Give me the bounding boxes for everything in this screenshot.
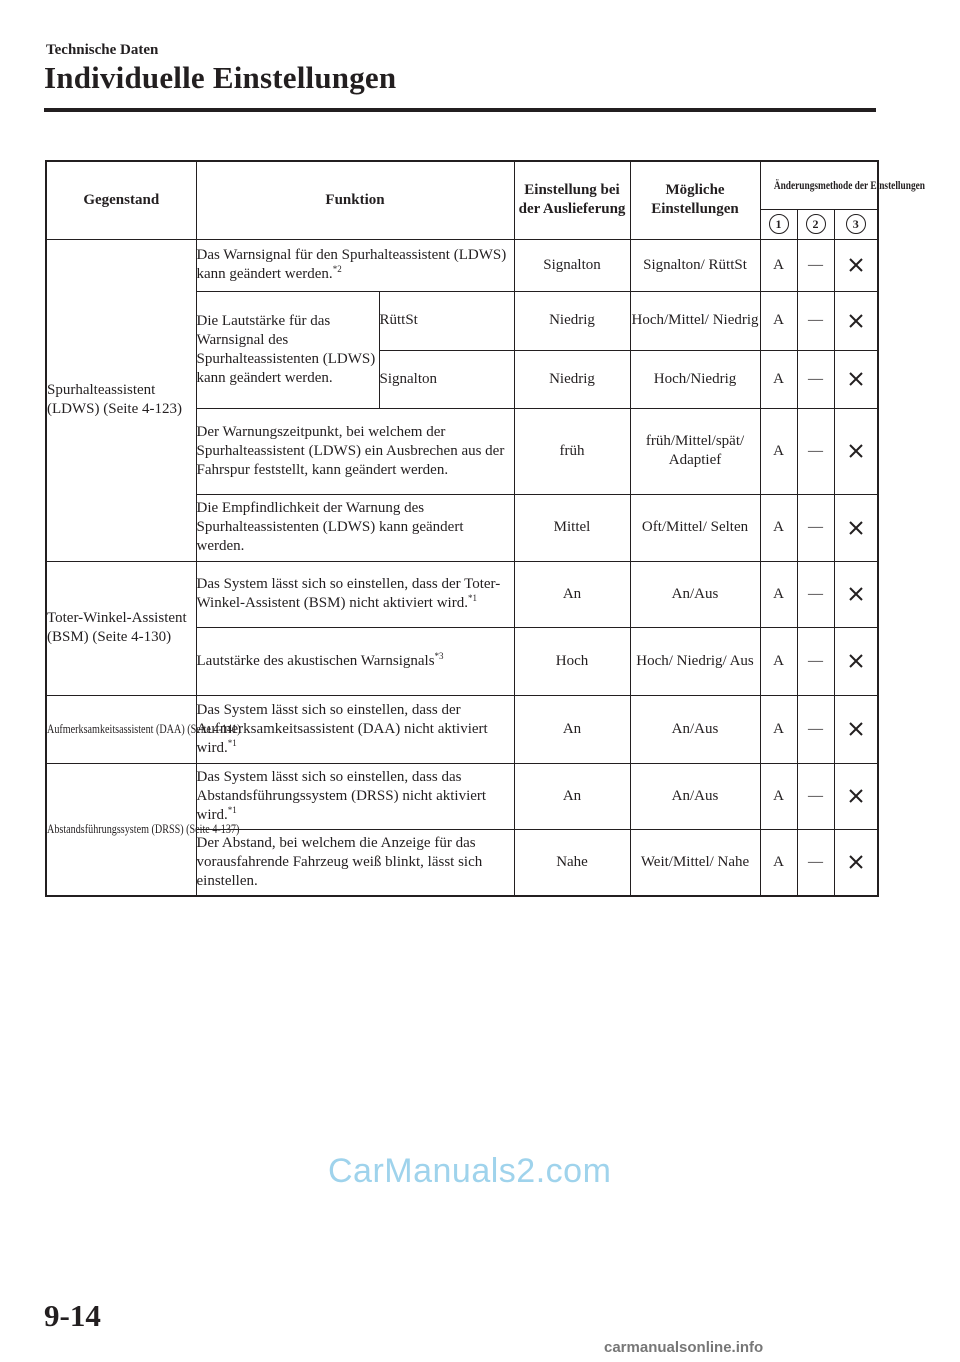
item-ldws: Spurhalteassistent (LDWS) (Seite 4-123) (46, 239, 196, 561)
method-3-cell (834, 408, 878, 494)
method-1-cell: A (760, 561, 797, 627)
cross-icon (848, 653, 864, 669)
item-bsm: Toter-Winkel-Assistent (BSM) (Seite 4-130) (46, 561, 196, 695)
cross-icon (848, 443, 864, 459)
cross-icon (848, 721, 864, 737)
function-cell: Das Warnsignal für den Spurhalteassistent (LDWS) kann geändert werden.$^{*2}$ (196, 239, 514, 291)
cross-icon (848, 854, 864, 870)
method-2-cell: — (797, 829, 834, 896)
method-1-cell: A (760, 627, 797, 695)
function-volume-group: Die Lautstärke für das Warnsignal des Spurhalteassistenten (LDWS) kann geändert werden. (196, 291, 379, 408)
method-3-cell (834, 763, 878, 829)
method-2-cell: — (797, 408, 834, 494)
options-cell: An/Aus (630, 561, 760, 627)
options-cell: früh/Mittel/spät/ Adaptief (630, 408, 760, 494)
footer-site-link[interactable]: carmanualsonline.info (604, 1339, 764, 1356)
default-cell: Niedrig (514, 350, 630, 408)
method-2-cell: — (797, 350, 834, 408)
options-cell: Oft/Mittel/ Selten (630, 494, 760, 561)
options-cell: An/Aus (630, 763, 760, 829)
options-cell: Hoch/ Niedrig/ Aus (630, 627, 760, 695)
default-cell: An (514, 695, 630, 763)
method-2-cell: — (797, 763, 834, 829)
default-cell: An (514, 763, 630, 829)
method-2-cell: — (797, 494, 834, 561)
function-cell: Der Abstand, bei welchem die Anzeige für das vorausfahrende Fahrzeug weiß blinkt, lässt sich einstellen. (196, 829, 514, 896)
circled-1-icon: 1 (769, 214, 789, 234)
header-method-1 (760, 209, 797, 239)
section-label: Technische Daten (46, 42, 159, 58)
function-cell: Lautstärke des akustischen Warnsignals$^{*3}$ (196, 627, 514, 695)
table-row (46, 561, 878, 627)
header-function: Funktion (196, 161, 514, 239)
method-1-cell: A (760, 350, 797, 408)
cross-icon (848, 371, 864, 387)
method-2-cell: — (797, 239, 834, 291)
function-cell: Die Empfindlichkeit der Warnung des Spurhalteassistenten (LDWS) kann geändert werden. (196, 494, 514, 561)
watermark-link[interactable]: CarManuals2.com (328, 1152, 612, 1190)
cross-icon (848, 788, 864, 804)
method-2-cell: — (797, 627, 834, 695)
options-cell: Hoch/Mittel/ Niedrig (630, 291, 760, 350)
circled-2-icon: 2 (806, 214, 826, 234)
method-2-cell: — (797, 291, 834, 350)
default-cell: früh (514, 408, 630, 494)
default-cell: Signalton (514, 239, 630, 291)
function-cell: Das System lässt sich so einstellen, dass der Aufmerksamkeitsassistent (DAA) nicht aktiviert wird.$^{*1}$ (196, 695, 514, 763)
default-cell: Niedrig (514, 291, 630, 350)
function-subcell: RüttSt (379, 291, 514, 350)
table-row (46, 695, 878, 763)
default-cell: Hoch (514, 627, 630, 695)
method-1-cell: A (760, 408, 797, 494)
function-cell: Das System lässt sich so einstellen, dass das Abstandsführungssystem (DRSS) nicht aktiviert wird.$^{*1}$ (196, 763, 514, 829)
options-cell: An/Aus (630, 695, 760, 763)
method-1-cell: A (760, 239, 797, 291)
page-number: 9-14 (44, 1298, 101, 1333)
method-2-cell: — (797, 695, 834, 763)
table-row (46, 239, 878, 291)
method-3-cell (834, 291, 878, 350)
method-1-cell: A (760, 763, 797, 829)
item-daa: Aufmerksamkeitsassistent (DAA) (Seite 4-141) (46, 695, 196, 763)
method-1-cell: A (760, 494, 797, 561)
method-1-cell: A (760, 695, 797, 763)
method-3-cell (834, 695, 878, 763)
options-cell: Signalton/ RüttSt (630, 239, 760, 291)
header-method: Änderungsmethode der Einstellungen (760, 161, 878, 209)
settings-table (45, 160, 925, 897)
item-drss: Abstandsführungssystem (DRSS) (Seite 4-137) (46, 763, 196, 896)
method-3-cell (834, 561, 878, 627)
title-rule (44, 108, 876, 112)
table-row (46, 763, 878, 829)
circled-3-icon: 3 (846, 214, 866, 234)
method-2-cell: — (797, 561, 834, 627)
cross-icon (848, 257, 864, 273)
header-method-3 (834, 209, 878, 239)
method-1-cell: A (760, 291, 797, 350)
header-default: Einstellung bei der Auslieferung (514, 161, 630, 239)
method-3-cell (834, 350, 878, 408)
cross-icon (848, 520, 864, 536)
cross-icon (848, 586, 864, 602)
options-cell: Weit/Mittel/ Nahe (630, 829, 760, 896)
header-method-2 (797, 209, 834, 239)
function-subcell: Signalton (379, 350, 514, 408)
method-3-cell (834, 627, 878, 695)
page-title: Individuelle Einstellungen (44, 60, 397, 95)
method-3-cell (834, 494, 878, 561)
default-cell: Mittel (514, 494, 630, 561)
method-3-cell (834, 239, 878, 291)
default-cell: Nahe (514, 829, 630, 896)
cross-icon (848, 313, 864, 329)
header-item: Gegenstand (46, 161, 196, 239)
default-cell: An (514, 561, 630, 627)
header-options: Mögliche Einstellungen (630, 161, 760, 239)
options-cell: Hoch/Niedrig (630, 350, 760, 408)
method-1-cell: A (760, 829, 797, 896)
function-cell: Das System lässt sich so einstellen, dass der Toter-Winkel-Assistent (BSM) nicht aktiviert wird.$^{*1}$ (196, 561, 514, 627)
function-cell: Der Warnungszeitpunkt, bei welchem der Spurhalteassistent (LDWS) ein Ausbrechen aus der Fahrspur feststellt, kann geändert werden. (196, 408, 514, 494)
method-3-cell (834, 829, 878, 896)
